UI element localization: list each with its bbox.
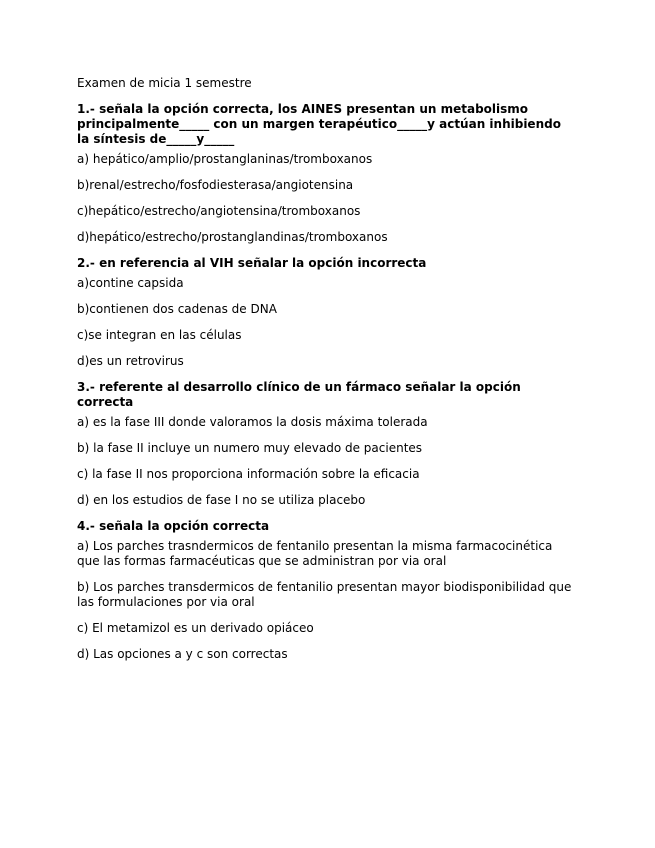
question-2-option-a: a)contine capsida	[77, 276, 184, 290]
question-1-option-d: d)hepático/estrecho/prostanglandinas/tromboxanos	[77, 230, 388, 244]
question-1-option-b: b)renal/estrecho/fosfodiesterasa/angiotensina	[77, 178, 354, 192]
question-2	[77, 256, 577, 369]
question-4	[77, 519, 577, 662]
question-1-option-a: a) hepático/amplio/prostanglaninas/tromboxanos	[77, 152, 373, 166]
question-1-option-c: c)hepático/estrecho/angiotensina/tromboxanos	[77, 204, 361, 218]
question-3-option-b: b) la fase II incluye un numero muy elevado de pacientes	[77, 441, 423, 455]
question-4-option-b: b) Los parches transdermicos de fentanilio presentan mayor biodisponibilidad que las formulaciones por via oral	[77, 580, 572, 609]
exam-title: Examen de micia 1 semestre	[77, 76, 252, 90]
question-2-text: 2.- en referencia al VIH señalar la opción incorrecta	[77, 256, 427, 270]
question-3-text: 3.- referente al desarrollo clínico de un fármaco señalar la opción correcta	[77, 380, 521, 409]
question-2-option-b: b)contienen dos cadenas de DNA	[77, 302, 277, 316]
question-4-option-d: d) Las opciones a y c son correctas	[77, 647, 288, 661]
question-2-option-d: d)es un retrovirus	[77, 354, 184, 368]
question-3-option-a: a) es la fase III donde valoramos la dosis máxima tolerada	[77, 415, 428, 429]
question-1	[77, 102, 577, 245]
question-2-option-c: c)se integran en las células	[77, 328, 242, 342]
question-1-text: 1.- señala la opción correcta, los AINES presentan un metabolismo principalmente_____ con un margen terapéutico_____y actúan inhibiendo la síntesis de_____y_____	[77, 102, 561, 146]
question-4-text: 4.- señala la opción correcta	[77, 519, 270, 533]
question-4-option-c: c) El metamizol es un derivado opiáceo	[77, 621, 314, 635]
question-3	[77, 380, 577, 508]
document-page	[77, 76, 577, 673]
question-3-option-c: c) la fase II nos proporciona información sobre la eficacia	[77, 467, 420, 481]
question-4-option-a: a) Los parches trasndermicos de fentanilo presentan la misma farmacocinética que las formas farmacéuticas que se administran por via oral	[77, 539, 553, 568]
question-3-option-d: d) en los estudios de fase I no se utiliza placebo	[77, 493, 366, 507]
